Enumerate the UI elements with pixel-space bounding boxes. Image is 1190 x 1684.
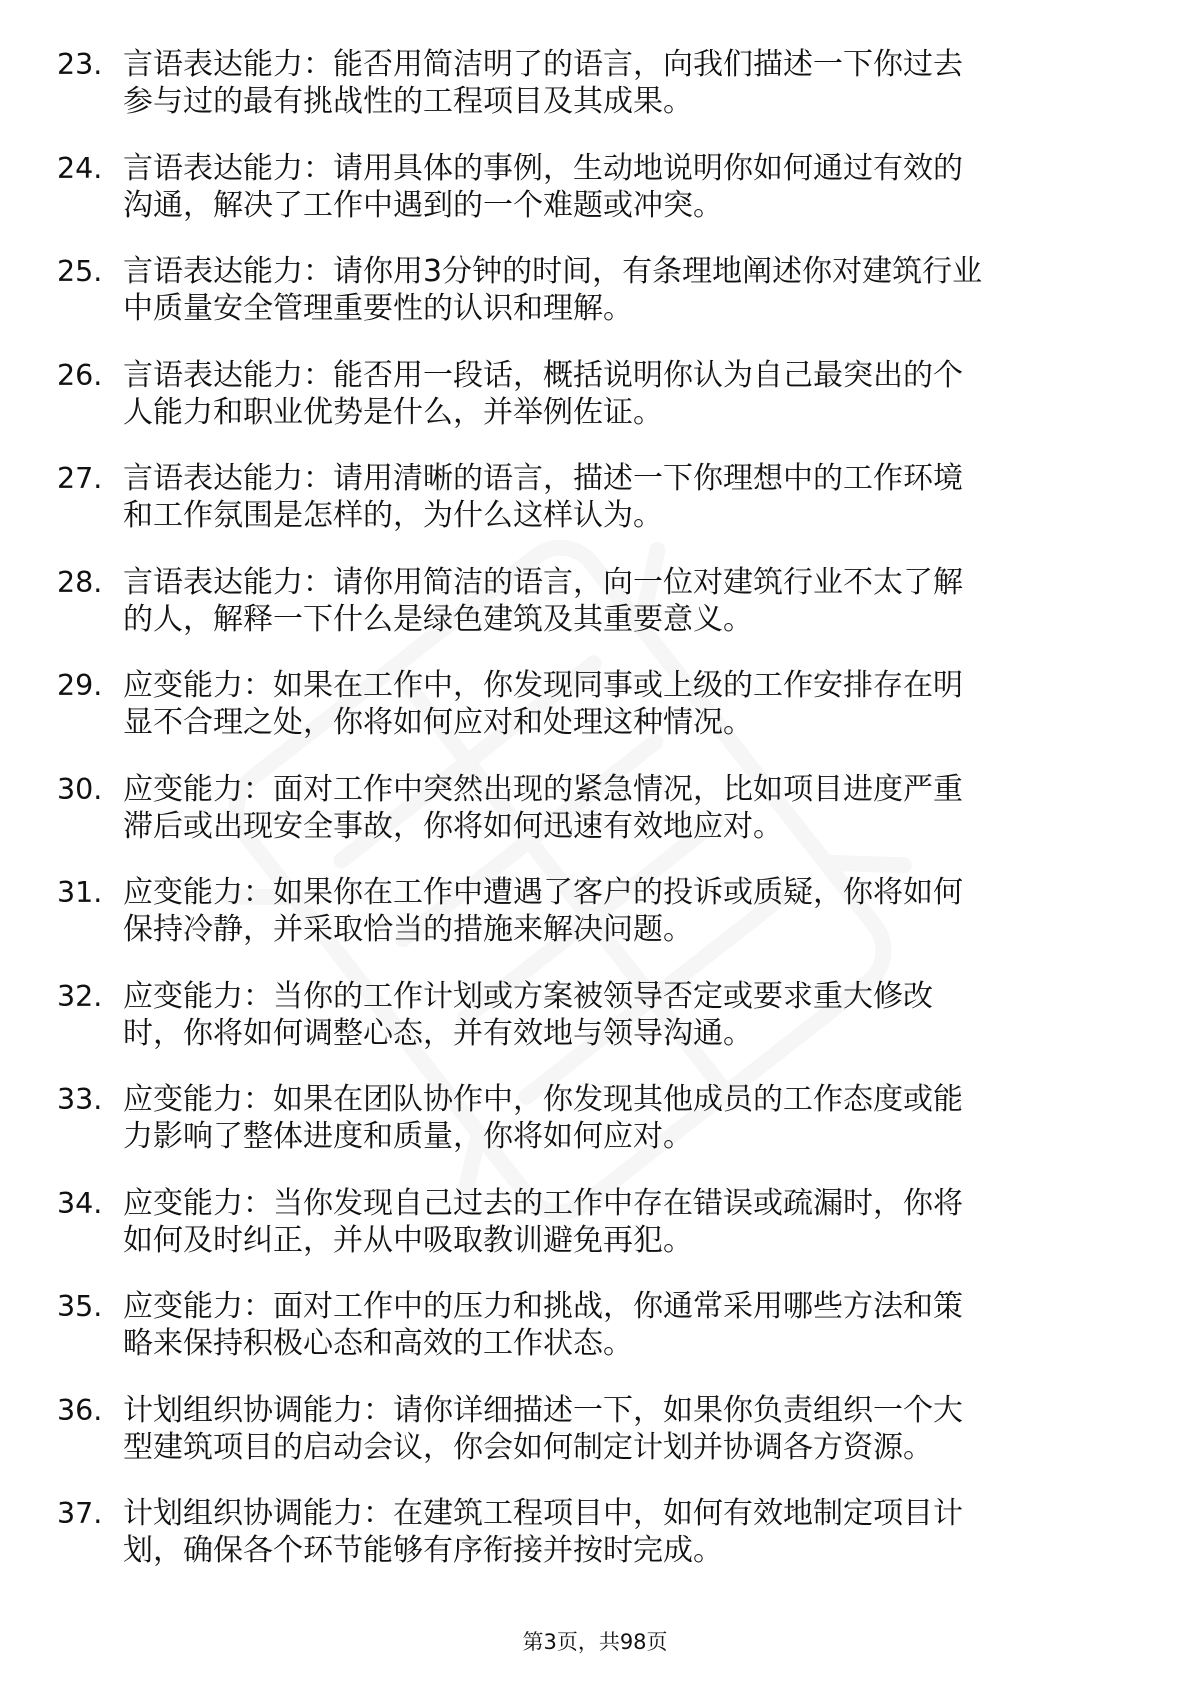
question-number: 30. [57,772,103,806]
question-number: 24. [57,151,103,185]
question-number: 36. [57,1393,103,1427]
question-text: 言语表达能力：请用清晰的语言，描述一下你理想中的工作环境 和工作氛围是怎样的，为什么这样认为。 [123,461,963,533]
question-number: 35. [57,1290,103,1323]
question-item [57,253,1137,357]
question-number: 23. [57,48,103,81]
question-text: 应变能力：面对工作中突然出现的紧急情况，比如项目进度严重 滞后或出现安全事故，你将如何迅速有效地应对。 [123,771,963,844]
question-item [57,978,1137,1082]
question-item [57,1081,1137,1185]
question-text: 言语表达能力：请用具体的事例，生动地说明你如何通过有效的 沟通，解决了工作中遇到的一个难题或冲突。 [123,150,963,223]
question-text: 言语表达能力：请你用3分钟的时间，有条理地阐述你对建筑行业 中质量安全管理重要性的认识和理解。 [123,254,983,326]
question-item [57,1495,1137,1599]
question-number: 33. [57,1083,103,1116]
question-text: 应变能力：当你发现自己过去的工作中存在错误或疏漏时，你将 如何及时纠正，并从中吸取教训避免再犯。 [123,1185,963,1258]
question-list [57,46,1137,1599]
question-text: 言语表达能力：能否用简洁明了的语言，向我们描述一下你过去 参与过的最有挑战性的工程项目及其成果。 [123,47,963,119]
page-number-footer: 第3页，共98页 [522,1630,668,1654]
question-text: 言语表达能力：能否用一段话，概括说明你认为自己最突出的个 人能力和职业优势是什么，并举例佐证。 [123,357,963,430]
question-item [57,46,1137,150]
question-item [57,357,1137,461]
question-text: 应变能力：当你的工作计划或方案被领导否定或要求重大修改 时，你将如何调整心态，并有效地与领导沟通。 [123,978,933,1051]
question-number: 31. [57,876,103,909]
question-item [57,874,1137,978]
question-item [57,150,1137,254]
question-text: 言语表达能力：请你用简洁的语言，向一位对建筑行业不太了解 的人，解释一下什么是绿色建筑及其重要意义。 [123,564,963,637]
question-text: 应变能力：如果你在工作中遭遇了客户的投诉或质疑，你将如何 保持冷静，并采取恰当的措施来解决问题。 [123,875,963,947]
question-number: 27. [57,462,103,495]
question-text: 应变能力：如果在团队协作中，你发现其他成员的工作态度或能 力影响了整体进度和质量，你将如何应对。 [123,1082,963,1154]
question-text: 计划组织协调能力：请你详细描述一下，如果你负责组织一个大 型建筑项目的启动会议，你会如何制定计划并协调各方资源。 [123,1392,963,1465]
question-text: 计划组织协调能力：在建筑工程项目中，如何有效地制定项目计 划，确保各个环节能够有序衔接并按时完成。 [123,1496,963,1568]
question-number: 28. [57,565,103,599]
question-item [57,1288,1137,1392]
question-item [57,460,1137,564]
question-number: 32. [57,979,103,1013]
question-number: 37. [57,1497,103,1530]
question-item [57,564,1137,668]
question-text: 应变能力：如果在工作中，你发现同事或上级的工作安排存在明 显不合理之处，你将如何应对和处理这种情况。 [123,668,963,740]
question-number: 25. [57,255,103,288]
question-item [57,1185,1137,1289]
question-number: 34. [57,1186,103,1220]
question-item [57,1392,1137,1496]
question-text: 应变能力：面对工作中的压力和挑战，你通常采用哪些方法和策 略来保持积极心态和高效的工作状态。 [123,1289,963,1361]
question-number: 26. [57,358,103,392]
question-item [57,771,1137,875]
question-item [57,667,1137,771]
question-number: 29. [57,669,103,702]
